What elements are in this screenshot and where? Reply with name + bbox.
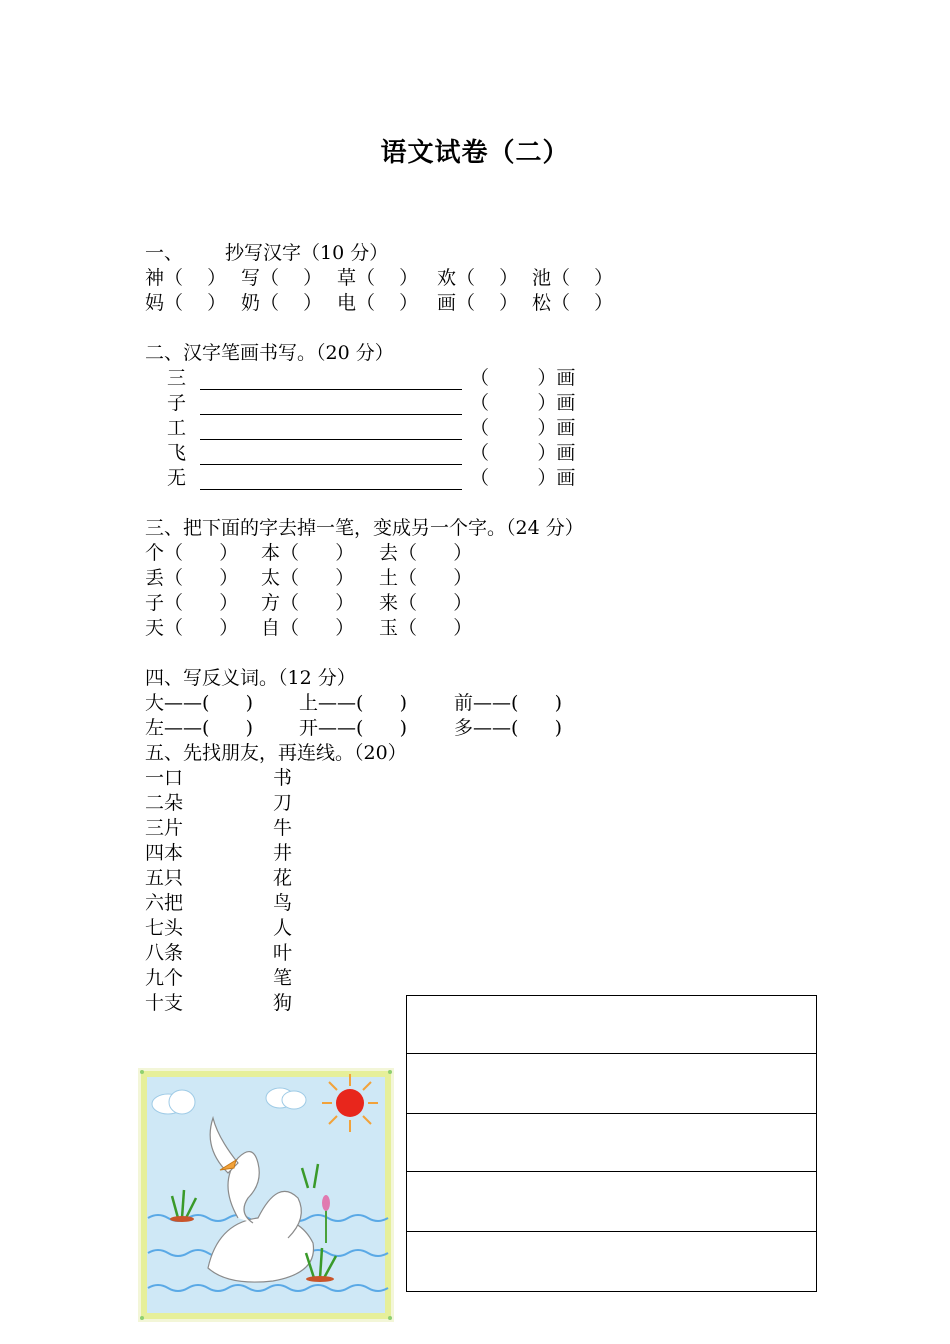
- match-right: 鸟: [273, 892, 293, 914]
- grid-line: [407, 1171, 816, 1172]
- match-right: 笔: [273, 967, 293, 989]
- match-right: 牛: [273, 817, 293, 839]
- match-left: 八条: [145, 942, 184, 964]
- stroke-char: 工: [167, 417, 187, 439]
- antonym-item: 上——( ): [299, 692, 408, 714]
- match-right: 花: [273, 867, 293, 889]
- copy-item: 池（ ）: [532, 267, 614, 289]
- section-1-number: 一、: [145, 242, 184, 264]
- copy-item: 写（ ）: [241, 267, 323, 289]
- stroke-count: （ ）画: [470, 417, 576, 439]
- antonym-item: 前——( ): [454, 692, 563, 714]
- write-line: [200, 489, 462, 490]
- remove-stroke-item: 丢（ ）: [145, 567, 239, 589]
- section-4-heading: 四、写反义词。（12 分）: [145, 667, 356, 689]
- match-left: 五只: [145, 867, 184, 889]
- match-left: 九个: [145, 967, 184, 989]
- stroke-char: 无: [167, 467, 187, 489]
- remove-stroke-item: 方（ ）: [261, 592, 355, 614]
- remove-stroke-item: 个（ ）: [145, 542, 239, 564]
- page-title: 语文试卷（二）: [380, 138, 570, 168]
- copy-item: 电（ ）: [337, 292, 419, 314]
- section-3-row: [145, 541, 472, 566]
- stroke-char: 三: [167, 367, 187, 389]
- write-line: [200, 389, 462, 390]
- writing-grid: [406, 995, 817, 1292]
- swan-drawing-image: [138, 1068, 394, 1322]
- section-1-row: [145, 291, 613, 316]
- remove-stroke-item: 太（ ）: [261, 567, 355, 589]
- copy-item: 奶（ ）: [241, 292, 323, 314]
- section-3-row: [145, 591, 472, 616]
- remove-stroke-item: 本（ ）: [261, 542, 355, 564]
- section-4-row: [145, 691, 562, 716]
- stroke-count: （ ）画: [470, 442, 576, 464]
- write-line: [200, 439, 462, 440]
- section-1-row: [145, 266, 613, 291]
- copy-item: 画（ ）: [437, 292, 519, 314]
- match-right: 井: [273, 842, 293, 864]
- match-right: 刀: [273, 792, 293, 814]
- copy-item: 妈（ ）: [145, 292, 227, 314]
- copy-item: 欢（ ）: [437, 267, 519, 289]
- match-right: 书: [273, 767, 293, 789]
- copy-item: 草（ ）: [337, 267, 419, 289]
- section-1-title: 抄写汉字（10 分）: [225, 242, 389, 264]
- stroke-char: 飞: [167, 442, 187, 464]
- grid-line: [407, 1113, 816, 1114]
- match-right: 狗: [273, 992, 293, 1014]
- match-left: 二朵: [145, 792, 184, 814]
- antonym-item: 左——( ): [145, 717, 254, 739]
- stroke-char: 子: [167, 392, 187, 414]
- antonym-item: 开——( ): [299, 717, 408, 739]
- remove-stroke-item: 子（ ）: [145, 592, 239, 614]
- match-left: 六把: [145, 892, 184, 914]
- grid-line: [407, 1231, 816, 1232]
- section-3-row: [145, 566, 472, 591]
- match-left: 三片: [145, 817, 184, 839]
- section-4-row: [145, 716, 562, 741]
- section-3-row: [145, 616, 472, 641]
- stroke-count: （ ）画: [470, 392, 576, 414]
- remove-stroke-item: 土（ ）: [379, 567, 473, 589]
- grid-line: [407, 1053, 816, 1054]
- stroke-count: （ ）画: [470, 467, 576, 489]
- section-1-heading: [145, 241, 388, 266]
- write-line: [200, 414, 462, 415]
- stroke-count: （ ）画: [470, 367, 576, 389]
- remove-stroke-item: 玉（ ）: [379, 617, 473, 639]
- remove-stroke-item: 自（ ）: [261, 617, 355, 639]
- match-left: 一口: [145, 767, 184, 789]
- match-right: 叶: [273, 942, 293, 964]
- section-2-heading: 二、汉字笔画书写。（20 分）: [145, 342, 394, 364]
- match-left: 十支: [145, 992, 184, 1014]
- section-5-heading: 五、先找朋友，再连线。（20）: [145, 742, 407, 764]
- remove-stroke-item: 来（ ）: [379, 592, 473, 614]
- match-left: 七头: [145, 917, 184, 939]
- copy-item: 松（ ）: [532, 292, 614, 314]
- remove-stroke-item: 天（ ）: [145, 617, 239, 639]
- copy-item: 神（ ）: [145, 267, 227, 289]
- match-right: 人: [273, 917, 293, 939]
- antonym-item: 大——( ): [145, 692, 254, 714]
- write-line: [200, 464, 462, 465]
- remove-stroke-item: 去（ ）: [379, 542, 473, 564]
- section-3-heading: 三、把下面的字去掉一笔，变成另一个字。（24 分）: [145, 517, 584, 539]
- match-left: 四本: [145, 842, 184, 864]
- antonym-item: 多——( ): [454, 717, 563, 739]
